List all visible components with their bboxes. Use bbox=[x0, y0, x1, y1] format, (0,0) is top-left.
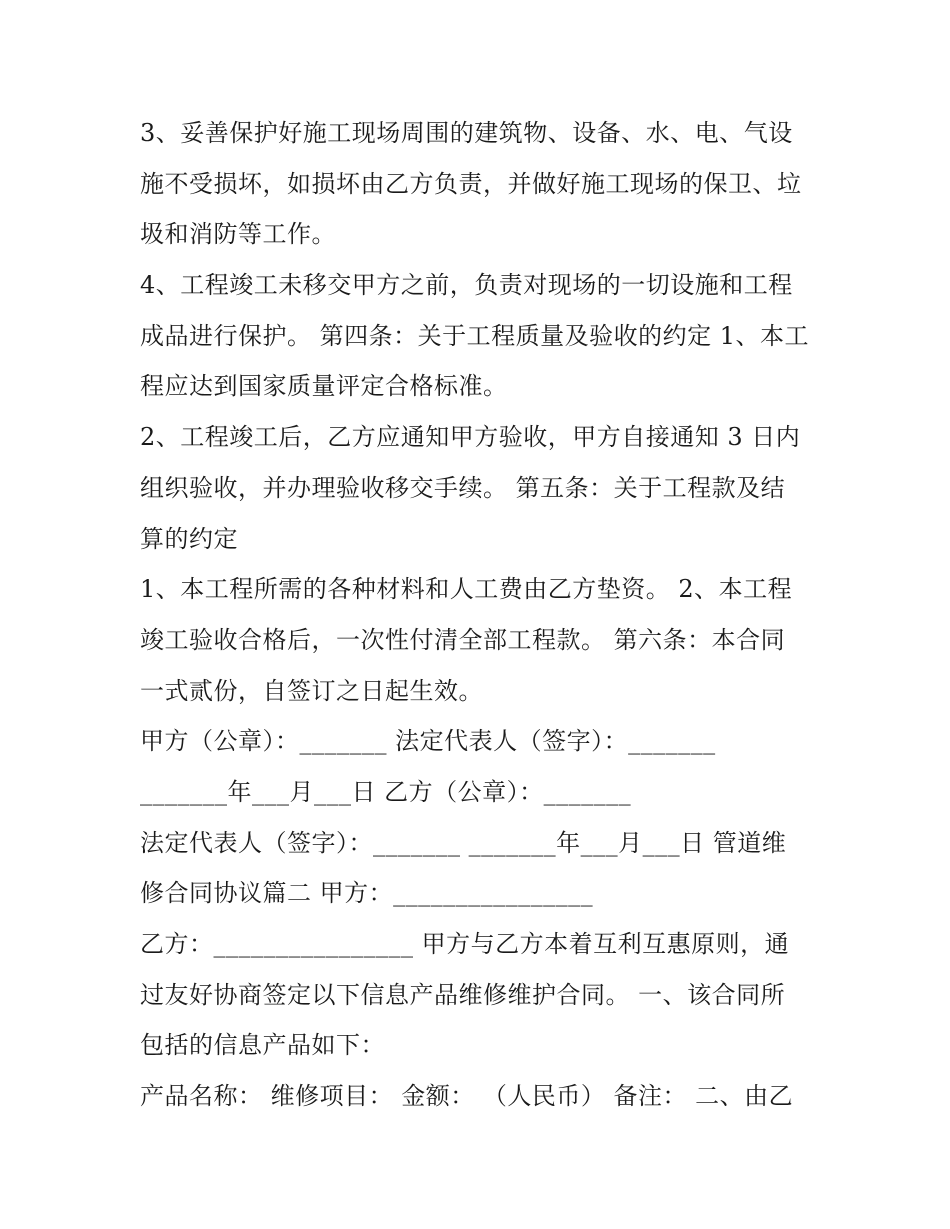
text-line: 施不受损坏，如损坏由乙方负责，并做好施工现场的保卫、垃 bbox=[140, 169, 802, 198]
text-line: 成品进行保护。 第四条：关于工程质量及验收的约定 1、本工 bbox=[140, 321, 810, 350]
signature-line-party-a: 甲方（公章）：_______ 法定代表人（签字）：_______ bbox=[140, 727, 716, 756]
text-line: 修合同协议篇二 甲方：________________ bbox=[140, 879, 594, 908]
text-line: 包括的信息产品如下： bbox=[140, 1031, 385, 1060]
text-line: 3、妥善保护好施工现场周围的建筑物、设备、水、电、气设 bbox=[140, 119, 793, 147]
document-body bbox=[140, 108, 820, 1122]
text-line: 一式贰份，自签订之日起生效。 bbox=[140, 676, 483, 705]
text-line: 组织验收，并办理验收移交手续。 第五条：关于工程款及结 bbox=[140, 473, 786, 502]
text-line: 乙方：________________ 甲方与乙方本着互利互惠原则，通 bbox=[140, 930, 790, 958]
text-line: 圾和消防等工作。 bbox=[140, 220, 336, 249]
text-line: 程应达到国家质量评定合格标准。 bbox=[140, 372, 508, 401]
text-line: 2、工程竣工后，乙方应通知甲方验收，甲方自接通知 3 日内 bbox=[140, 423, 801, 452]
text-line: 过友好协商签定以下信息产品维修维护合同。 一、该合同所 bbox=[140, 980, 786, 1009]
signature-line-date: _______年___月___日 乙方（公章）：_______ bbox=[140, 777, 632, 806]
signature-line-representative: 法定代表人（签字）：_______ _______年___月___日 管道维 bbox=[140, 828, 787, 857]
text-line: 1、本工程所需的各种材料和人工费由乙方垫资。 2、本工程 bbox=[140, 575, 793, 604]
text-line: 竣工验收合格后，一次性付清全部工程款。 第六条：本合同 bbox=[140, 625, 786, 654]
text-line: 产品名称： 维修项目： 金额： （人民币） 备注： 二、由乙 bbox=[140, 1082, 794, 1111]
text-line: 4、工程竣工未移交甲方之前，负责对现场的一切设施和工程 bbox=[140, 271, 793, 300]
text-line: 算的约定 bbox=[140, 524, 238, 553]
